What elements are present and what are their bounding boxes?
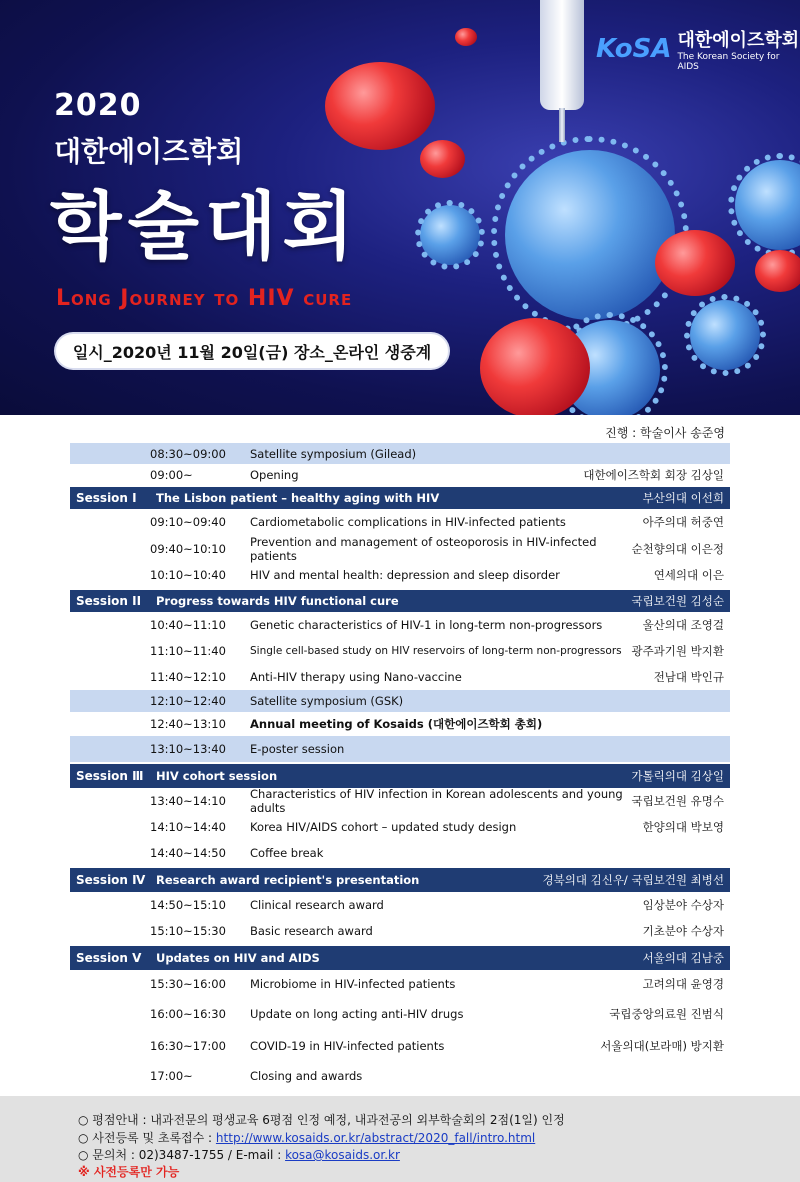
time-slot: 15:10~15:30 — [150, 924, 226, 938]
time-slot: 16:30~17:00 — [150, 1039, 226, 1053]
program-row — [70, 1062, 730, 1090]
talk-title: Opening — [250, 467, 299, 482]
speaker: 국립중앙의료원 진범식 — [609, 1007, 724, 1021]
time-slot: 14:10~14:40 — [150, 820, 226, 834]
speaker: 울산의대 조영걸 — [642, 618, 724, 632]
talk-title: E-poster session — [250, 742, 345, 756]
red-cell-illustration — [455, 28, 477, 46]
talk-title: Clinical research award — [250, 898, 384, 912]
talk-title: Update on long acting anti-HIV drugs — [250, 1007, 464, 1021]
program-row — [70, 443, 730, 464]
speaker: 대한에이즈학회 회장 김상일 — [583, 467, 724, 482]
program-row — [70, 840, 730, 866]
program-row — [70, 535, 730, 562]
virus-illustration — [505, 150, 675, 320]
registration-info — [78, 1129, 535, 1146]
program-row — [70, 612, 730, 638]
time-slot: 09:10~09:40 — [150, 515, 226, 529]
program-table — [70, 443, 730, 1090]
program-row — [70, 892, 730, 918]
time-slot: 11:40~12:10 — [150, 670, 226, 684]
session-header-row — [70, 946, 730, 970]
program-row — [70, 788, 730, 814]
program-row — [70, 736, 730, 762]
footer-info — [0, 1096, 800, 1182]
moderator: 진행 : 학술이사 송준영 — [605, 426, 725, 440]
time-slot: 08:30~09:00 — [150, 446, 226, 461]
time-slot: 12:40~13:10 — [150, 717, 226, 731]
talk-title: Basic research award — [250, 924, 373, 938]
program-row — [70, 814, 730, 840]
speaker: 기초분야 수상자 — [642, 924, 724, 938]
time-slot: 13:40~14:10 — [150, 794, 226, 808]
program-row — [70, 638, 730, 664]
time-slot: 09:00~ — [150, 467, 193, 482]
session-chair: 경북의대 김신우/ 국립보건원 최병선 — [542, 873, 724, 887]
virus-illustration — [735, 160, 800, 250]
session-label: Session Ⅲ — [76, 769, 144, 783]
time-slot: 17:00~ — [150, 1069, 193, 1083]
credit-info: ○ 평점안내 : 내과전문의 평생교육 6평점 인정 예정, 내과전공의 외부학술회의 2점(1일) 인정 — [78, 1113, 565, 1127]
hero-banner — [0, 0, 800, 415]
program-row — [70, 562, 730, 588]
talk-title: Annual meeting of Kosaids (대한에이즈학회 총회) — [250, 717, 543, 731]
session-header-row — [70, 764, 730, 788]
time-slot: 10:40~11:10 — [150, 618, 226, 632]
talk-title: Single cell-based study on HIV reservoirs of long-term non-progressors — [250, 645, 622, 657]
talk-title: Genetic characteristics of HIV-1 in long-term non-progressors — [250, 618, 603, 632]
session-header-row — [70, 590, 730, 612]
red-cell-illustration — [420, 140, 465, 178]
session-chair: 부산의대 이선희 — [642, 491, 724, 505]
red-cell-illustration — [480, 318, 590, 415]
virus-illustration — [420, 205, 480, 265]
session-title: Updates on HIV and AIDS — [156, 951, 320, 965]
time-slot: 13:10~13:40 — [150, 742, 226, 756]
talk-title: Satellite symposium (GSK) — [250, 694, 404, 708]
time-slot: 14:50~15:10 — [150, 898, 226, 912]
event-theme: Long Journey to HIV cure — [56, 286, 353, 311]
page-title: 학술대회 — [50, 184, 360, 270]
session-label: Session Ⅳ — [76, 873, 146, 887]
talk-title: HIV and mental health: depression and sleep disorder — [250, 568, 560, 582]
program-row — [70, 509, 730, 535]
talk-title: Microbiome in HIV-infected patients — [250, 977, 456, 991]
session-label: Session II — [76, 594, 142, 608]
program-row — [70, 712, 730, 736]
speaker: 전남대 박인규 — [653, 670, 724, 684]
pre-registration-note: ※ 사전등록만 가능 — [78, 1165, 180, 1179]
talk-title: COVID-19 in HIV-infected patients — [250, 1039, 445, 1053]
time-slot: 12:10~12:40 — [150, 694, 226, 708]
session-title: Research award recipient's presentation — [156, 873, 420, 887]
speaker: 임상분야 수상자 — [642, 898, 724, 912]
contact-info — [78, 1146, 400, 1163]
session-chair: 국립보건원 김성순 — [631, 594, 724, 608]
virus-illustration — [690, 300, 760, 370]
program-row — [70, 464, 730, 485]
syringe-needle — [559, 108, 565, 142]
talk-title: Cardiometabolic complications in HIV-infected patients — [250, 515, 566, 529]
program-row — [70, 690, 730, 712]
session-header-row — [70, 868, 730, 892]
syringe-illustration — [540, 0, 584, 110]
program-row — [70, 970, 730, 998]
session-chair: 가톨릭의대 김상일 — [631, 769, 724, 783]
speaker: 아주의대 허중연 — [642, 515, 724, 529]
speaker: 고려의대 윤영경 — [642, 977, 724, 991]
speaker: 국립보건원 유명수 — [631, 794, 724, 808]
society-name: 대한에이즈학회 — [54, 135, 244, 168]
time-slot: 10:10~10:40 — [150, 568, 226, 582]
speaker: 한양의대 박보영 — [642, 820, 724, 834]
registration-label: ○ 사전등록 및 초록접수 : — [78, 1131, 216, 1145]
talk-title: Korea HIV/AIDS cohort – updated study design — [250, 820, 517, 834]
logo-korean-name: 대한에이즈학회 — [677, 30, 800, 51]
program-row — [70, 998, 730, 1030]
red-cell-illustration — [325, 62, 435, 150]
program-row — [70, 1030, 730, 1062]
red-cell-illustration — [655, 230, 735, 296]
talk-title: Closing and awards — [250, 1069, 363, 1083]
program-row — [70, 664, 730, 690]
speaker: 광주과기원 박지환 — [631, 644, 724, 658]
society-logo — [596, 26, 800, 72]
logo-mark: KoSA — [596, 34, 672, 64]
session-label: Session Ⅴ — [76, 951, 142, 965]
contact-label: ○ 문의처 : 02)3487-1755 / E-mail : — [78, 1148, 286, 1162]
session-title: The Lisbon patient – healthy aging with HIV — [156, 491, 440, 505]
time-slot: 09:40~10:10 — [150, 541, 226, 556]
date-venue-pill: 일시_2020년 11월 20일(금) 장소_온라인 생중계 — [56, 334, 448, 368]
time-slot: 14:40~14:50 — [150, 846, 226, 860]
talk-title: Prevention and management of osteoporosis in HIV-infected patients — [250, 534, 597, 563]
talk-title: Anti-HIV therapy using Nano-vaccine — [250, 670, 462, 684]
session-title: HIV cohort session — [156, 769, 278, 783]
speaker: 서울의대(보라매) 방지환 — [600, 1039, 724, 1053]
session-label: Session Ⅰ — [76, 491, 137, 505]
program-row — [70, 918, 730, 944]
talk-title: Characteristics of HIV infection in Korean adolescents and young adults — [250, 787, 623, 815]
logo-english-name: The Korean Society for AIDS — [677, 52, 780, 72]
time-slot: 15:30~16:00 — [150, 977, 226, 991]
time-slot: 11:10~11:40 — [150, 644, 226, 658]
event-year: 2020 — [54, 88, 142, 123]
speaker: 순천향의대 이은정 — [631, 541, 724, 556]
session-header-row — [70, 487, 730, 509]
time-slot: 16:00~16:30 — [150, 1007, 226, 1021]
speaker: 연세의대 이은 — [653, 568, 724, 582]
talk-title: Coffee break — [250, 846, 324, 860]
talk-title: Satellite symposium (Gilead) — [250, 446, 417, 461]
registration-link[interactable]: http://www.kosaids.or.kr/abstract/2020_fall/intro.html — [215, 1131, 536, 1145]
email-link[interactable]: kosa@kosaids.or.kr — [285, 1148, 400, 1162]
session-chair: 서울의대 김남중 — [642, 951, 724, 965]
session-title: Progress towards HIV functional cure — [156, 594, 399, 608]
red-cell-illustration — [755, 250, 800, 292]
